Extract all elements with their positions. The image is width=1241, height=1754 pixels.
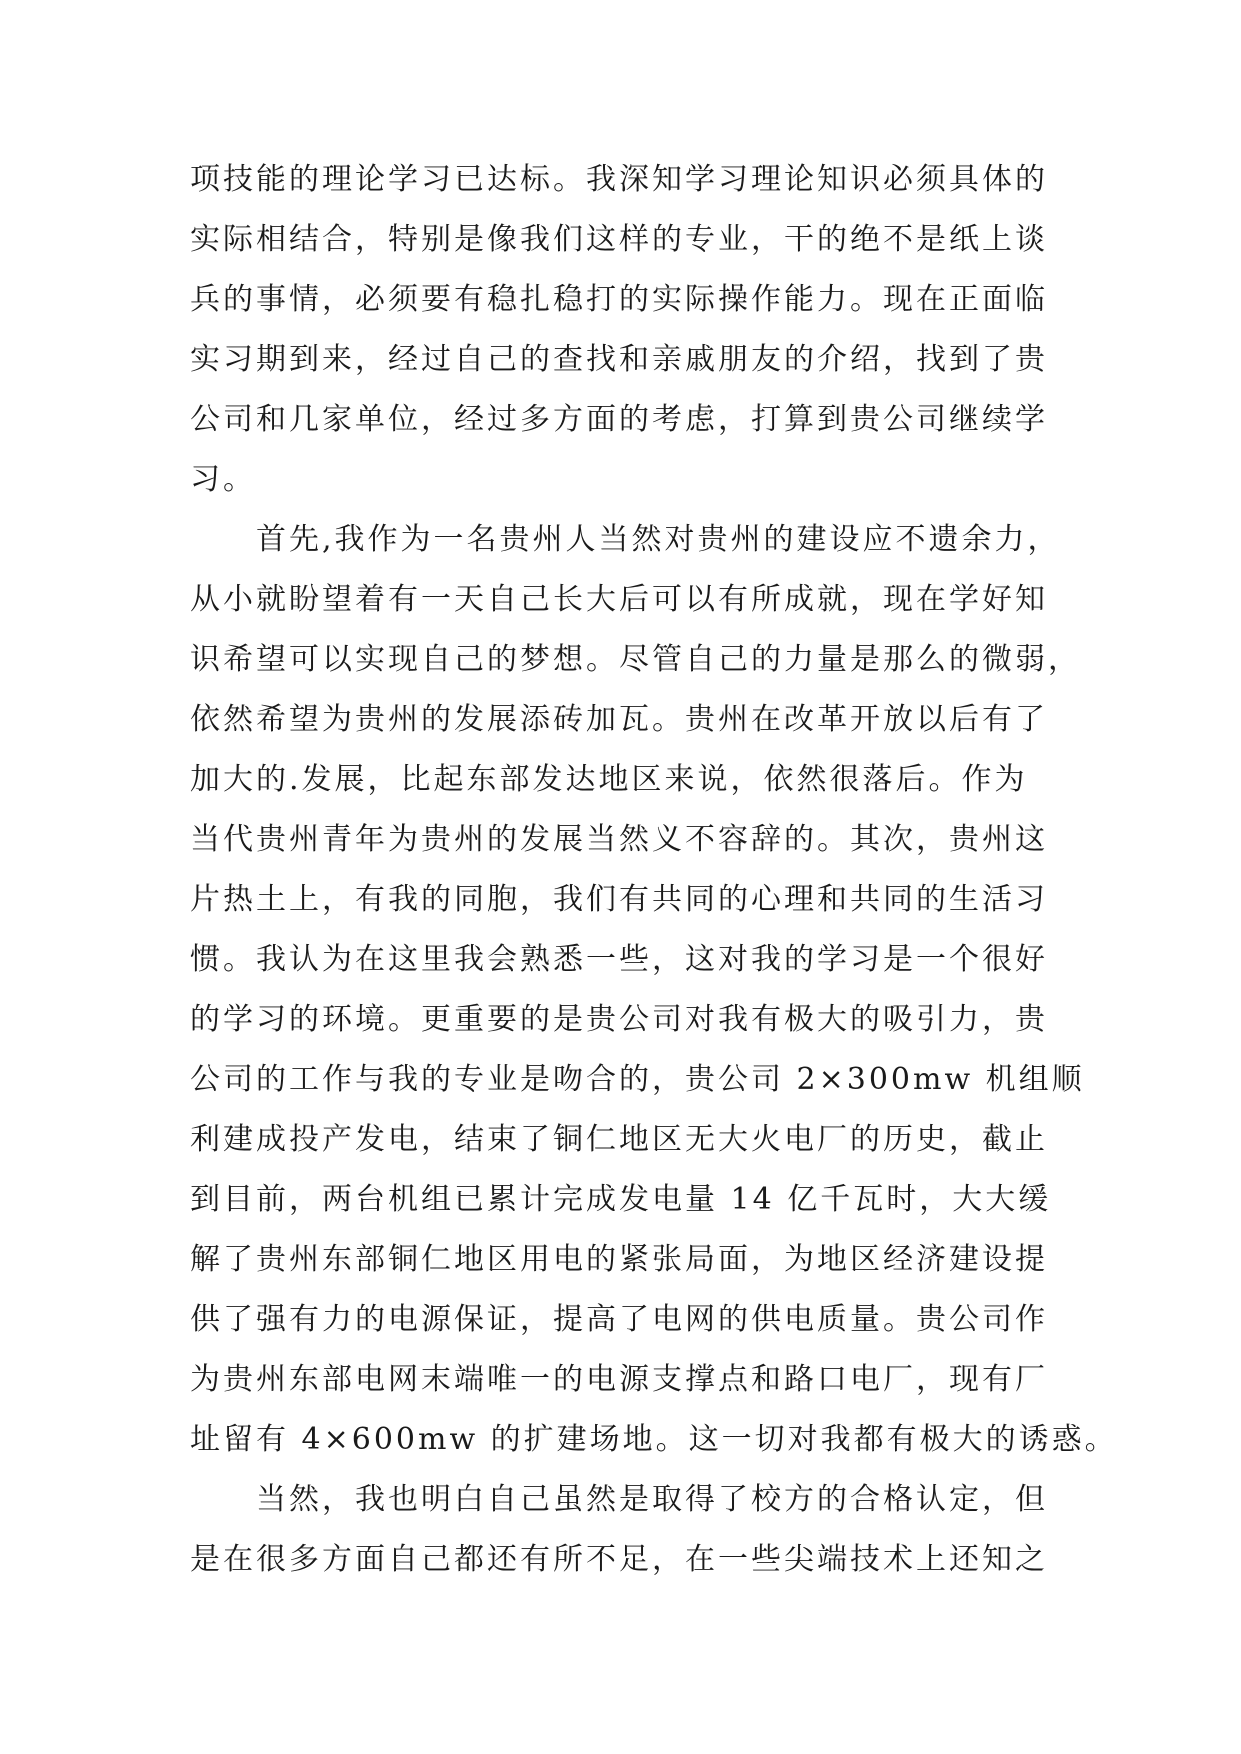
text-line: 解了贵州东部铜仁地区用电的紧张局面，为地区经济建设提 [190, 1242, 1048, 1277]
text-line: 为贵州东部电网末端唯一的电源支撑点和路口电厂，现有厂 [190, 1362, 1048, 1397]
text-line: 的学习的环境。更重要的是贵公司对我有极大的吸引力，贵 [190, 1002, 1048, 1037]
text-line: 址留有 4×600mw 的扩建场地。这一切对我都有极大的诱惑。 [190, 1422, 1118, 1457]
text-line: 片热土上，有我的同胞，我们有共同的心理和共同的生活习 [190, 882, 1048, 917]
text-line: 惯。我认为在这里我会熟悉一些，这对我的学习是一个很好 [190, 942, 1048, 977]
text-line: 依然希望为贵州的发展添砖加瓦。贵州在改革开放以后有了 [190, 702, 1048, 737]
text-line: 项技能的理论学习已达标。我深知学习理论知识必须具体的 [190, 162, 1048, 197]
text-line: 从小就盼望着有一天自己长大后可以有所成就，现在学好知 [190, 582, 1048, 617]
text-line: 利建成投产发电，结束了铜仁地区无大火电厂的历史，截止 [190, 1122, 1048, 1157]
text-line: 当代贵州青年为贵州的发展当然义不容辞的。其次，贵州这 [190, 822, 1048, 857]
text-line: 供了强有力的电源保证，提高了电网的供电质量。贵公司作 [190, 1302, 1048, 1337]
text-line: 实习期到来，经过自己的查找和亲戚朋友的介绍，找到了贵 [190, 342, 1048, 377]
document-body [190, 160, 1118, 1600]
text-line: 加大的.发展，比起东部发达地区来说，依然很落后。作为 [190, 762, 1028, 797]
paragraph-start-line: 当然，我也明白自己虽然是取得了校方的合格认定，但 [256, 1482, 1048, 1517]
text-line: 公司和几家单位，经过多方面的考虑，打算到贵公司继续学 [190, 402, 1048, 437]
text-line: 实际相结合，特别是像我们这样的专业，干的绝不是纸上谈 [190, 222, 1048, 257]
text-line: 是在很多方面自己都还有所不足，在一些尖端技术上还知之 [190, 1542, 1048, 1577]
text-line: 识希望可以实现自己的梦想。尽管自己的力量是那么的微弱， [190, 642, 1081, 677]
text-line: 公司的工作与我的专业是吻合的，贵公司 2×300mw 机组顺 [190, 1062, 1085, 1097]
text-line: 习。 [190, 462, 256, 497]
text-line: 兵的事情，必须要有稳扎稳打的实际操作能力。现在正面临 [190, 282, 1048, 317]
text-line: 到目前，两台机组已累计完成发电量 14 亿千瓦时，大大缓 [190, 1182, 1052, 1217]
paragraph-start-line: 首先,我作为一名贵州人当然对贵州的建设应不遗余力， [256, 522, 1061, 557]
